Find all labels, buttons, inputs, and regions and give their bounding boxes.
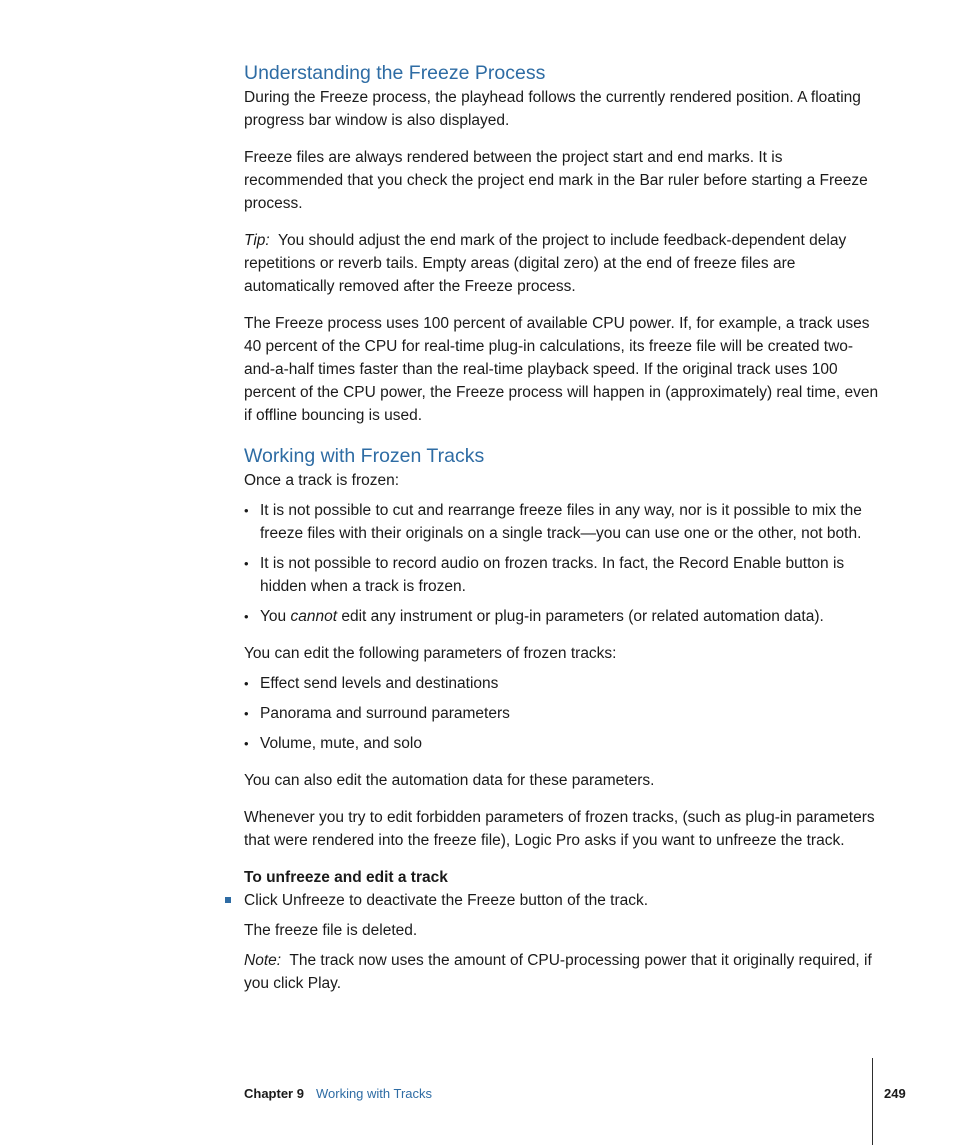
footer-divider: [872, 1058, 873, 1145]
editable-parameters-list: [244, 672, 884, 755]
step-result: The freeze file is deleted.: [244, 922, 418, 939]
paragraph-playhead: During the Freeze process, the playhead follows the currently rendered position. A floating progress bar window is also displayed.: [244, 89, 861, 129]
list-item-text: edit any instrument or plug-in parameters (or related automation data).: [337, 608, 824, 625]
emphasis-cannot: cannot: [290, 608, 338, 625]
task-step: [244, 889, 884, 912]
paragraph-once-frozen: Once a track is frozen:: [244, 472, 400, 489]
page-number: 249: [884, 1086, 906, 1101]
footer-chapter: Chapter 9: [244, 1086, 304, 1101]
list-item: • Panorama and surround parameters: [244, 702, 884, 725]
paragraph-forbidden: Whenever you try to edit forbidden parameters of frozen tracks, (such as plug-in parameters that were rendered into the freeze file), Logic Pro asks if you want to unfreeze the track.: [244, 809, 875, 849]
tip-paragraph: [244, 229, 884, 298]
step-marker-icon: [225, 897, 231, 903]
frozen-restrictions-list: [244, 499, 884, 628]
paragraph-editable-intro: You can edit the following parameters of frozen tracks:: [244, 645, 617, 662]
section-heading-frozen-tracks: Working with Frozen Tracks: [244, 445, 485, 467]
note-paragraph: [244, 949, 884, 995]
list-item: • Volume, mute, and solo: [244, 732, 884, 755]
tip-label: Tip:: [244, 232, 270, 249]
list-item: • It is not possible to record audio on frozen tracks. In fact, the Record Enable button is hidden when a track is frozen.: [244, 552, 884, 598]
section-heading-freeze-process: Understanding the Freeze Process: [244, 62, 546, 84]
step-text: Click Unfreeze to deactivate the Freeze button of the track.: [244, 892, 649, 909]
list-item: [244, 605, 884, 628]
paragraph-automation: You can also edit the automation data for these parameters.: [244, 772, 655, 789]
note-text: The track now uses the amount of CPU-processing power that it originally required, if you click Play.: [244, 952, 872, 992]
note-label: Note:: [244, 952, 282, 969]
paragraph-freeze-files: Freeze files are always rendered between the project start and end marks. It is recommended that you check the project end mark in the Bar ruler before starting a Freeze process.: [244, 149, 868, 212]
footer-chapter-title: Working with Tracks: [315, 1086, 433, 1101]
list-item: • Effect send levels and destinations: [244, 672, 884, 695]
list-item: • It is not possible to cut and rearrange freeze files in any way, nor is it possible to mix the freeze files with their originals on a single track—you can use one or the other, not both.: [244, 499, 884, 545]
paragraph-cpu: The Freeze process uses 100 percent of available CPU power. If, for example, a track uses 40 percent of the CPU for real-time plug-in calculations, its freeze file will be created two-and-a-half times faster than the real-time playback speed. If the original track uses 100 percent of the CPU power, the Freeze process will happen in (approximately) real time, even if offline bouncing is used.: [244, 315, 879, 424]
page-content: [244, 60, 884, 995]
page-footer: [244, 1086, 432, 1101]
tip-text: You should adjust the end mark of the project to include feedback-dependent delay repetitions or reverb tails. Empty areas (digital zero) at the end of freeze files are automatically removed after the Freeze process.: [244, 232, 847, 295]
list-item-text: You: [260, 608, 291, 625]
task-heading: To unfreeze and edit a track: [244, 869, 448, 886]
